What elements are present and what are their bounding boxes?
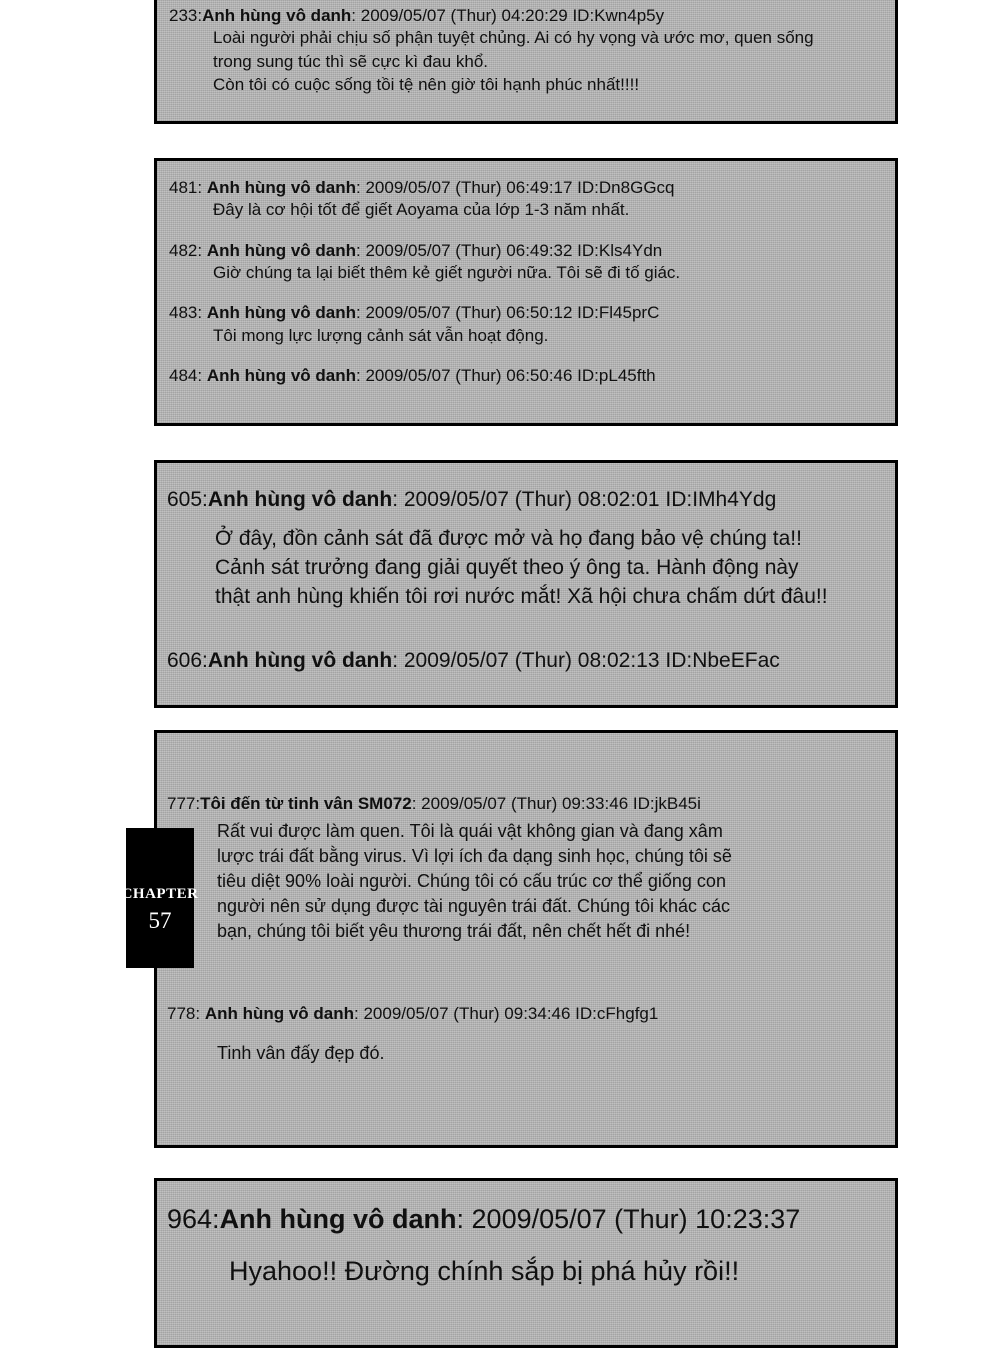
post-number: 605: — [167, 488, 208, 511]
post-body-line: lược trái đất bằng virus. Vì lợi ích đa dạng sinh học, chúng tôi sẽ — [217, 846, 732, 867]
post-header — [169, 365, 885, 386]
chapter-number: 57 — [148, 908, 172, 933]
post-meta: : 2009/05/07 (Thur) 08:02:13 ID:NbeEFac — [392, 649, 780, 673]
post-number: 483: — [169, 303, 203, 323]
post-body — [167, 1041, 885, 1066]
post-meta: : 2009/05/07 (Thur) 06:50:12 ID:Fl45prC — [356, 303, 660, 323]
post-body — [169, 324, 885, 347]
post-meta: : 2009/05/07 (Thur) 04:20:29 ID:Kwn4p5y — [351, 6, 665, 25]
post-author: Anh hùng vô danh — [206, 303, 357, 323]
forum-panel-2 — [154, 158, 898, 426]
post-body — [167, 1253, 885, 1290]
forum-post — [169, 177, 885, 222]
post-body-line: tiêu diệt 90% loài người. Chúng tôi có cấu trúc cơ thể giống con — [217, 870, 726, 891]
post-header — [167, 648, 885, 674]
post-meta: : 2009/05/07 (Thur) 08:02:01 ID:IMh4Ydg — [392, 488, 777, 511]
post-body-line: trong sung túc thì sẽ cực kì đau khổ. — [213, 51, 489, 71]
forum-panel-1 — [154, 0, 898, 124]
post-number: 778: — [167, 1004, 201, 1024]
post-body-line: người nên sử dụng được tài nguyên trái đất. Chúng tôi khác các — [217, 895, 731, 916]
post-number: 606: — [167, 649, 208, 673]
post-number: 233: — [169, 6, 203, 25]
post-body-line: Đây là cơ hội tốt để giết Aoyama của lớp 1-3 năm nhất. — [213, 200, 630, 220]
post-meta: : 2009/05/07 (Thur) 06:49:17 ID:Dn8GGcq — [356, 178, 675, 197]
post-author: Anh hùng vô danh — [219, 1204, 457, 1234]
post-meta: : 2009/05/07 (Thur) 06:50:46 ID:pL45fth — [356, 366, 656, 386]
post-body — [169, 261, 885, 284]
post-body — [167, 819, 885, 943]
post-author: Tôi đến từ tinh vân SM072 — [200, 794, 412, 813]
post-body-line: Rất vui được làm quen. Tôi là quái vật không gian và đang xâm — [217, 821, 723, 842]
forum-panel-3 — [154, 460, 898, 708]
post-number: 777: — [167, 794, 201, 813]
post-author: Anh hùng vô danh — [206, 366, 357, 386]
post-header — [169, 240, 885, 261]
post-author: Anh hùng vô danh — [207, 649, 393, 673]
post-author: Anh hùng vô danh — [206, 178, 357, 197]
post-number: 481: — [169, 178, 203, 197]
post-body-line: Loài người phải chịu số phận tuyệt chủng. Ai có hy vọng và ước mơ, quen sống — [213, 28, 814, 48]
chapter-label — [102, 886, 218, 903]
post-meta: : 2009/05/07 (Thur) 09:33:46 ID:jkB45i — [411, 794, 701, 813]
forum-post — [167, 793, 885, 943]
post-body — [169, 26, 885, 96]
forum-post — [169, 240, 885, 285]
post-author: Anh hùng vô danh — [202, 6, 352, 25]
forum-post — [167, 1203, 885, 1290]
forum-post — [167, 648, 885, 674]
forum-post — [169, 5, 885, 97]
post-body-line: thật anh hùng khiến tôi rơi nước mắt! Xã hội chưa chấm dứt đâu!! — [215, 585, 828, 609]
post-header — [169, 302, 885, 323]
chapter-marker — [121, 828, 199, 968]
post-body-line: Giờ chúng ta lại biết thêm kẻ giết người nữa. Tôi sẽ đi tố giác. — [213, 262, 681, 282]
post-number: 482: — [169, 240, 203, 260]
post-number: 964: — [167, 1204, 220, 1234]
post-body-line: Tinh vân đấy đẹp đó. — [217, 1042, 385, 1063]
forum-panel-5 — [154, 1178, 898, 1348]
forum-post — [167, 1003, 885, 1065]
post-number: 484: — [169, 366, 203, 386]
post-header — [167, 1203, 885, 1237]
chapter-label-text: CHAPTER — [121, 886, 199, 902]
post-header — [169, 177, 885, 198]
post-body-line: bạn, chúng tôi biết yêu thương trái đất, nên chết hết đi nhé! — [217, 920, 691, 941]
post-body-line: Còn tôi có cuộc sống tồi tệ nên giờ tôi hạnh phúc nhất!!!! — [213, 75, 640, 95]
post-meta: : 2009/05/07 (Thur) 09:34:46 ID:cFhgfg1 — [354, 1004, 659, 1024]
post-header — [169, 5, 885, 26]
post-body-line: Cảnh sát trưởng đang giải quyết theo ý ông ta. Hành động này — [215, 556, 799, 580]
post-body-line: Hyahoo!! Đường chính sắp bị phá hủy rồi!! — [229, 1255, 740, 1286]
post-body — [167, 525, 885, 612]
post-header — [167, 793, 885, 814]
post-author: Anh hùng vô danh — [207, 488, 393, 511]
post-body-line: Tôi mong lực lượng cảnh sát vẫn hoạt động. — [213, 325, 549, 345]
forum-panel-4 — [154, 730, 898, 1148]
post-body-line: Ở đây, đồn cảnh sát đã được mở và họ đang bảo vệ chúng ta!! — [215, 527, 802, 551]
post-header — [167, 487, 885, 513]
forum-post — [167, 487, 885, 612]
post-author: Anh hùng vô danh — [206, 240, 357, 260]
post-body — [169, 198, 885, 221]
forum-post — [169, 365, 885, 386]
post-author: Anh hùng vô danh — [204, 1004, 355, 1024]
post-header — [167, 1003, 885, 1024]
post-meta: : 2009/05/07 (Thur) 10:23:37 — [456, 1204, 801, 1234]
post-meta: : 2009/05/07 (Thur) 06:49:32 ID:Kls4Ydn — [356, 240, 663, 260]
forum-post — [169, 302, 885, 347]
